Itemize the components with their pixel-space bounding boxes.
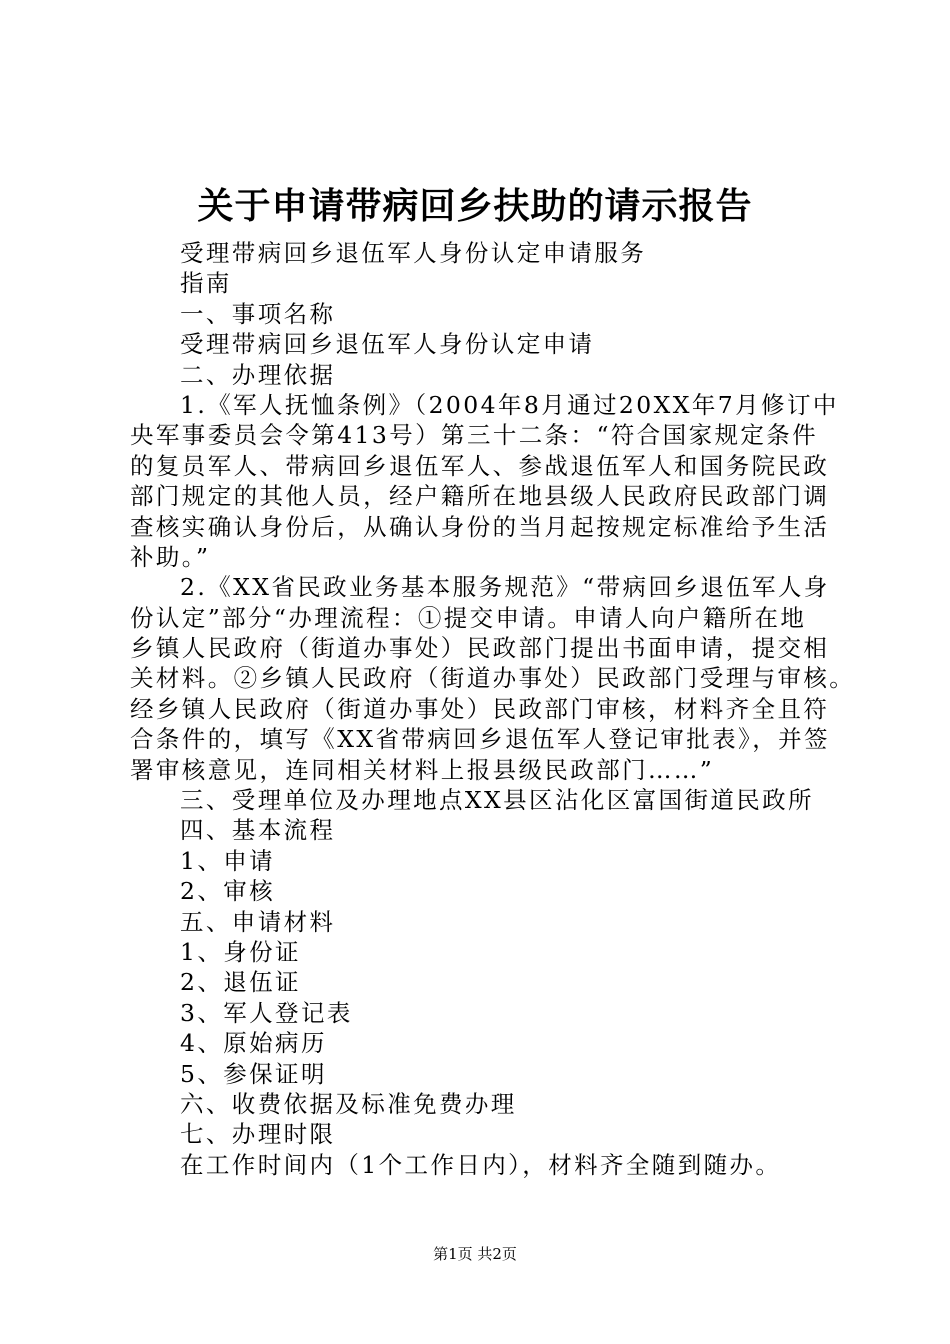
text-line: 1、申请 [180, 846, 276, 875]
text-line: 4、原始病历 [180, 1029, 327, 1058]
text-line: 指南 [180, 269, 232, 298]
text-line: 央军事委员会令第413号）第三十二条：“符合国家规定条件 [130, 421, 819, 450]
text-line: 合条件的，填写《XX省带病回乡退伍军人登记审批表》，并签 [130, 725, 830, 754]
text-line: 六、收费依据及标准免费办理 [180, 1089, 517, 1118]
text-line: 份认定”部分“办理流程：①提交申请。申请人向户籍所在地 [130, 603, 807, 632]
text-line: 1.《军人抚恤条例》（2004年8月通过20XX年7月修订中 [180, 390, 839, 419]
text-line: 受理带病回乡退伍军人身份认定申请 [180, 330, 595, 359]
text-line: 乡镇人民政府（街道办事处）民政部门提出书面申请，提交相 [130, 634, 830, 663]
text-line: 在工作时间内（1个工作日内），材料齐全随到随办。 [180, 1150, 782, 1179]
text-line: 部门规定的其他人员，经户籍所在地县级人民政府民政部门调 [130, 482, 830, 511]
document-body [130, 238, 856, 1180]
text-line: 受理带病回乡退伍军人身份认定申请服务 [180, 239, 647, 267]
text-line: 1、身份证 [180, 937, 301, 966]
text-line: 四、基本流程 [180, 816, 336, 845]
document-title: 关于申请带病回乡扶助的请示报告 [197, 186, 753, 227]
text-line: 三、受理单位及办理地点XX县区沾化区富国街道民政所 [180, 786, 814, 815]
text-line: 的复员军人、带病回乡退伍军人、参战退伍军人和国务院民政 [130, 451, 830, 480]
text-line: 查核实确认身份后，从确认身份的当月起按规定标准给予生活 [130, 512, 830, 541]
text-line: 补助。” [130, 542, 211, 571]
text-line: 2、审核 [180, 877, 276, 906]
page-footer: 第1页 共2页 [433, 1245, 517, 1263]
text-line: 七、办理时限 [180, 1120, 336, 1149]
text-line: 2、退伍证 [180, 968, 301, 997]
text-line: 二、办理依据 [180, 360, 336, 389]
text-line: 3、军人登记表 [180, 998, 353, 1027]
text-line: 经乡镇人民政府（街道办事处）民政部门审核，材料齐全且符 [130, 694, 830, 723]
text-line: 五、申请材料 [180, 907, 336, 936]
text-line: 关材料。②乡镇人民政府（街道办事处）民政部门受理与审核。 [130, 664, 856, 693]
text-line: 署审核意见，连同相关材料上报县级民政部门……” [130, 755, 715, 784]
text-line: 5、参保证明 [180, 1059, 327, 1088]
text-line: 一、事项名称 [180, 299, 336, 328]
text-line: 2.《XX省民政业务基本服务规范》“带病回乡退伍军人身 [180, 573, 830, 602]
